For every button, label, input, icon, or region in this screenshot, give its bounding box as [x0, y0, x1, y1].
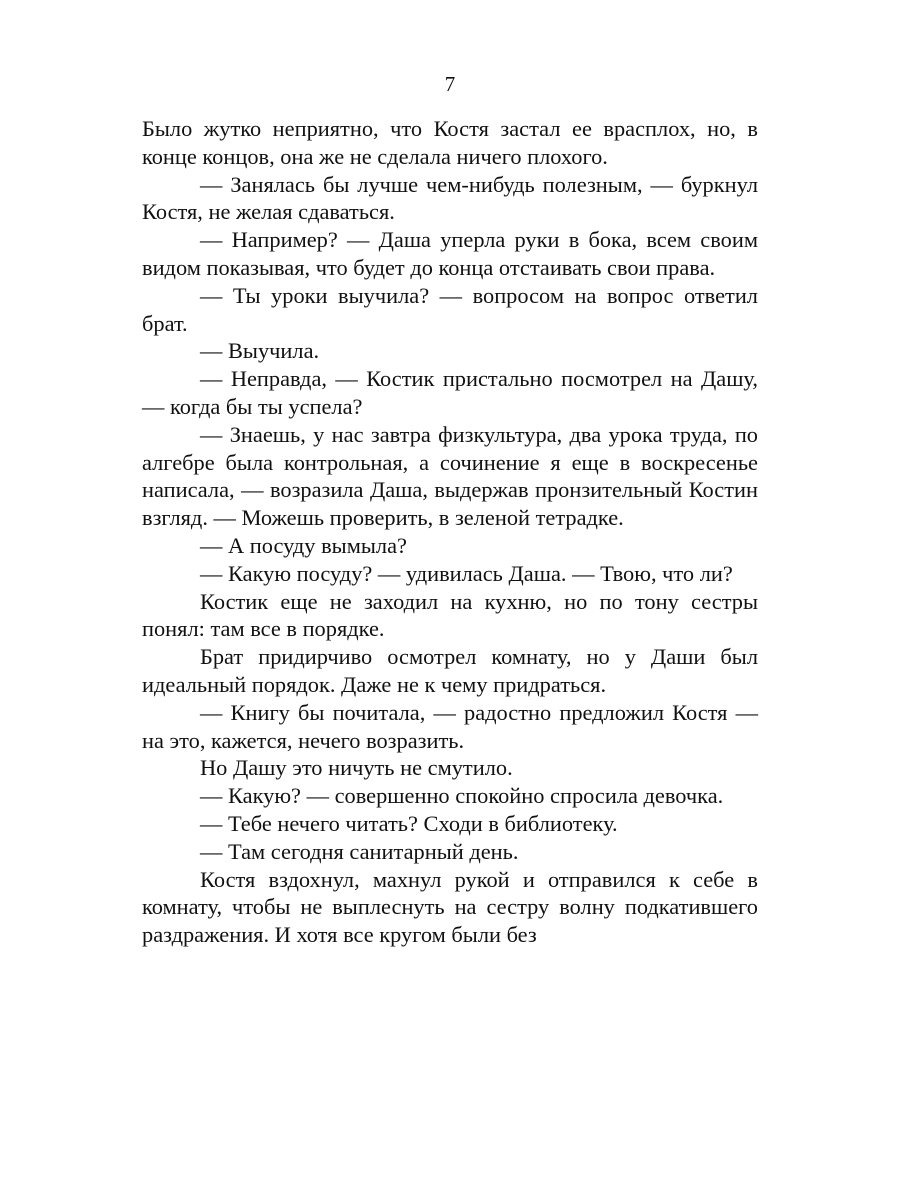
paragraph: — Какую посуду? — удивилась Даша. — Твою, что ли? [200, 560, 733, 586]
paragraph: — Какую? — совершенно спокойно спросила девочка. [200, 783, 724, 809]
paragraph: — Тебе нечего читать? Сходи в библиотеку. [200, 810, 618, 836]
paragraph: — Знаешь, у нас завтра физкультура, два урока труда, по алгебре была контрольная, а сочинение я еще в воскресенье написала, — возразила Даша, выдержав пронзительный Костин взгляд. — Можешь проверить, в зеленой тетрадке. [142, 421, 758, 531]
paragraph: Было жутко неприятно, что Костя застал ее врасплох, но, в конце концов, она же не сделала ничего плохого. [142, 116, 758, 169]
paragraph: — Ты уроки выучила? — вопросом на вопрос ответил брат. [142, 282, 758, 336]
paragraph: Брат придирчиво осмотрел комнату, но у Даши был идеальный порядок. Даже не к чему придраться. [142, 644, 758, 697]
paragraph: — Выучила. [200, 338, 320, 364]
paragraph: — Там сегодня санитарный день. [200, 838, 519, 864]
paragraph: — Книгу бы почитала, — радостно предложил Костя — на это, кажется, нечего возразить. [142, 699, 758, 753]
paragraph: — Неправда, — Костик пристально посмотрел на Дашу, — когда бы ты успела? [142, 366, 758, 419]
paragraph: — Например? — Даша уперла руки в бока, всем своим видом показывая, что будет до конца отстаивать свои права. [142, 227, 758, 280]
body-text [142, 115, 758, 949]
paragraph: — А посуду вымыла? [200, 532, 407, 558]
page-number: 7 [444, 72, 456, 96]
paragraph: Костя вздохнул, махнул рукой и отправился к себе в комнату, чтобы не выплеснуть на сестру волну подкатившего раздражения. И хотя все кругом были без [142, 866, 758, 948]
paragraph: — Занялась бы лучше чем-нибудь полезным, — буркнул Костя, не желая сдаваться. [142, 171, 758, 225]
paragraph: Костик еще не заходил на кухню, но по тону сестры понял: там все в порядке. [142, 588, 758, 642]
paragraph: Но Дашу это ничуть не смутило. [200, 755, 513, 781]
